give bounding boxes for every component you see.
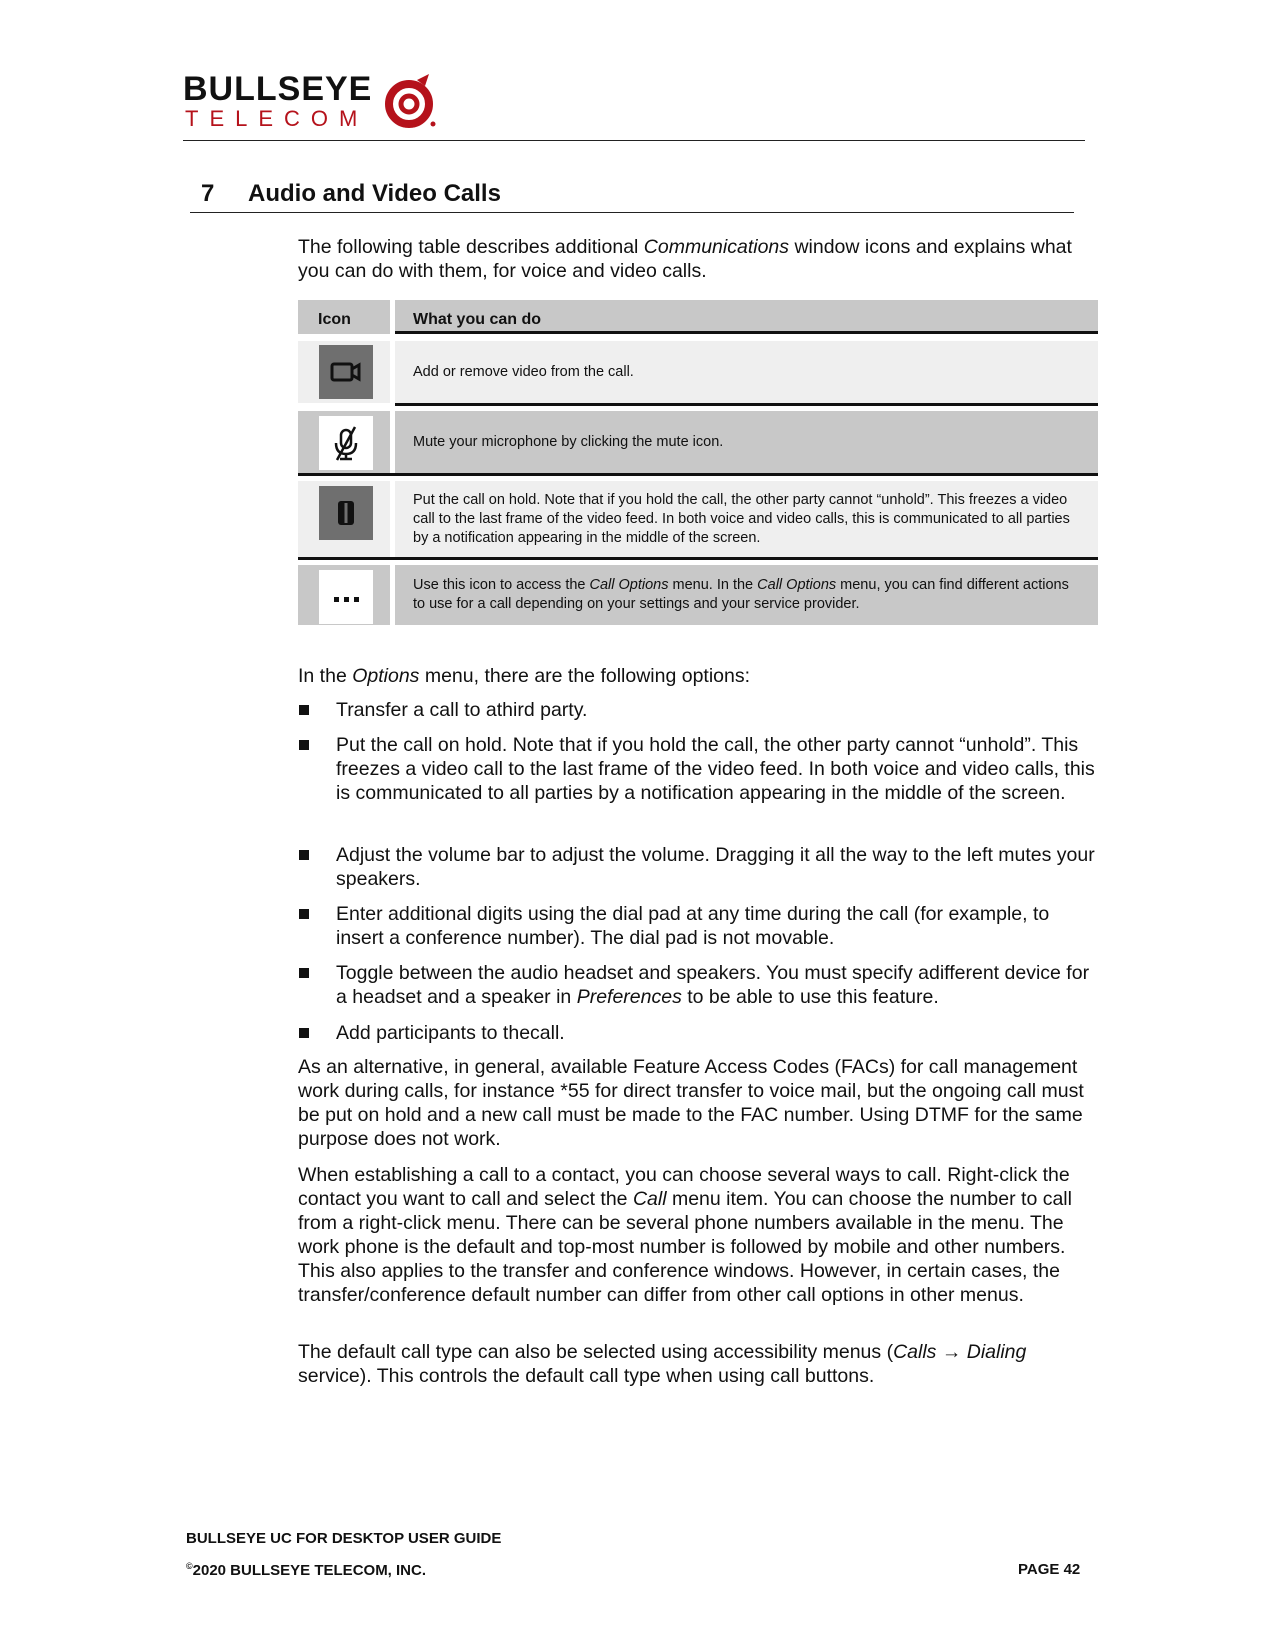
table-header <box>298 300 1098 336</box>
fac-paragraph: As an alternative, in general, available Feature Access Codes (FACs) for call management work during calls, for instance *55 for direct transfer to voice mail, but the ongoing call must be put on hold and a new call must be made to the FAC number. Using DTMF for the same purpose does not work. <box>298 1056 1084 1150</box>
bullet-item: Put the call on hold. Note that if you hold the call, the other party cannot “unhold”. This freezes a video call to the last frame of the video feed. In both voice and video calls, this is communicated to all parties by a notification appearing in the middle of the screen. <box>336 734 1095 804</box>
table-row <box>298 411 1098 473</box>
table-row <box>298 565 1098 625</box>
bullet-marker <box>299 961 313 975</box>
logo-word-telecom: TELECOM <box>185 106 369 131</box>
bullet-item: Toggle between the audio headset and speakers. You must specify adifferent device for a headset and a speaker in Preferences to be able to use this feature. <box>336 962 1090 1008</box>
footer-page-number: PAGE 42 <box>1018 1561 1081 1578</box>
table-cell-text: Put the call on hold. Note that if you hold the call, the other party cannot “unhold”. This freezes a video call to the last frame of the video feed. In both voice and video calls, this is communicated to all parties by a notification appearing in the middle of the screen. <box>395 481 1098 557</box>
bullet-item: Add participants to thecall. <box>336 1022 565 1044</box>
bullet-item: Enter additional digits using the dial pad at any time during the call (for example, to insert a conference number). The dial pad is not movable. <box>336 903 1050 949</box>
section-title: Audio and Video Calls <box>248 180 501 207</box>
footer-copyright: ©2020 BULLSEYE TELECOM, INC. <box>186 1561 427 1579</box>
header-divider <box>183 140 1085 141</box>
section-divider <box>190 212 1074 213</box>
bullet-marker <box>299 902 313 916</box>
table-row <box>298 341 1098 403</box>
bullet-marker <box>299 698 313 712</box>
table-row <box>298 481 1098 557</box>
intro-paragraph: The following table describes additional Communications window icons and explains what you can do with them, for voice and video calls. <box>298 236 1072 282</box>
bullet-item: Adjust the volume bar to adjust the volume. Dragging it all the way to the left mutes your speakers. <box>336 844 1095 890</box>
row-divider <box>395 403 1098 406</box>
row-divider <box>298 473 1098 476</box>
bullet-marker <box>299 1021 313 1035</box>
bullseye-telecom-logo <box>183 68 433 138</box>
row-divider <box>298 557 1098 560</box>
column-header-what: What you can do <box>395 300 1098 334</box>
video-camera-icon <box>319 345 373 399</box>
table-cell-text: Use this icon to access the Call Options menu. In the Call Options menu, you can find different actions to use for a call depending on your settings and your service provider. <box>395 565 1098 625</box>
mute-microphone-icon <box>319 416 373 470</box>
bullseye-target-icon <box>383 72 439 130</box>
table-cell-text: Add or remove video from the call. <box>395 341 1098 403</box>
bullet-marker <box>299 843 313 857</box>
section-number: 7 <box>201 180 215 207</box>
establish-call-paragraph: When establishing a call to a contact, you can choose several ways to call. Right-click the contact you want to call and select the Call menu item. You can choose the number to call from a right-click menu. There can be several phone numbers available in the menu. The work phone is the default and top-most number is followed by mobile and other numbers. This also applies to the transfer and conference windows. However, in certain cases, the transfer/conference default number can differ from other call options in other menus. <box>298 1164 1072 1306</box>
footer-guide-title: BULLSEYE UC FOR DESKTOP USER GUIDE <box>186 1530 502 1547</box>
column-header-icon: Icon <box>298 300 390 334</box>
default-call-type-paragraph: The default call type can also be selected using accessibility menus (Calls → Dialing service). This controls the default call type when using call buttons. <box>298 1341 1027 1387</box>
bullet-item: Transfer a call to athird party. <box>336 699 588 721</box>
bullet-marker <box>299 733 313 747</box>
more-options-icon <box>319 570 373 624</box>
logo-word-bullseye: BULLSEYE <box>183 70 373 108</box>
hold-icon <box>319 486 373 540</box>
options-intro: In the Options menu, there are the following options: <box>298 665 751 687</box>
table-cell-text: Mute your microphone by clicking the mute icon. <box>395 411 1098 473</box>
